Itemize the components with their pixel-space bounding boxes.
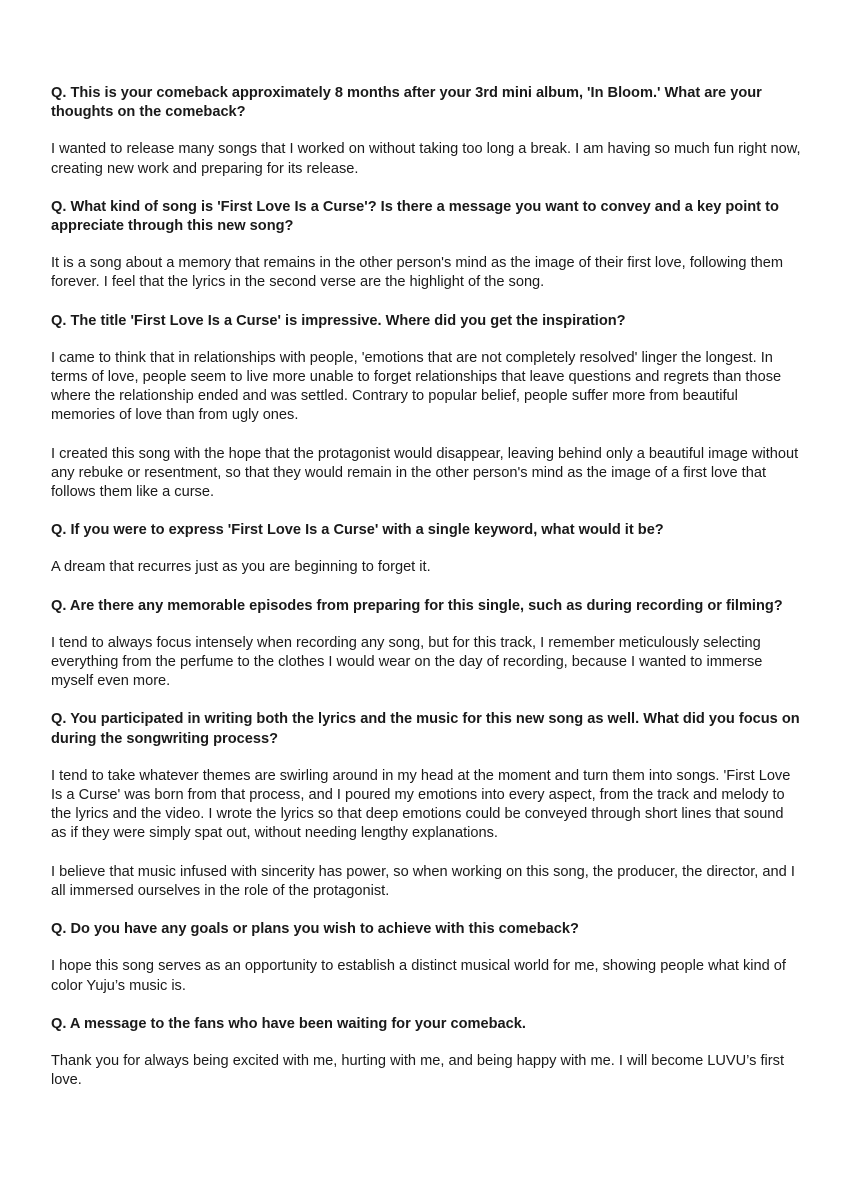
question-5: Q. Are there any memorable episodes from preparing for this single, such as during recording or filming? bbox=[51, 597, 783, 614]
answer-7: I hope this song serves as an opportunity to establish a distinct musical world for me, showing people what kind of color Yuju’s music is. bbox=[51, 958, 786, 994]
answer-5: I tend to always focus intensely when recording any song, but for this track, I remember meticulously selecting everything from the perfume to the clothes I would wear on the day of recording, because I wanted to immerse myself even more. bbox=[51, 634, 763, 690]
question-3: Q. The title 'First Love Is a Curse' is impressive. Where did you get the inspiration? bbox=[51, 312, 626, 329]
answer-6-paragraph-1: I tend to take whatever themes are swirling around in my head at the moment and turn them into songs. 'First Love Is a Curse' was born from that process, and I poured my emotions into every aspect, from the track and melody to the lyrics and the video. I wrote the lyrics so that deep emotions could be conveyed through short lines that sound as if they were simply spat out, without needing lengthy explanations. bbox=[51, 767, 791, 842]
interview-document bbox=[51, 84, 801, 1109]
answer-4: A dream that recurres just as you are beginning to forget it. bbox=[51, 559, 431, 576]
question-8: Q. A message to the fans who have been waiting for your comeback. bbox=[51, 1015, 526, 1032]
question-6: Q. You participated in writing both the lyrics and the music for this new song as well. What did you focus on during the songwriting process? bbox=[51, 711, 800, 747]
question-2: Q. What kind of song is 'First Love Is a Curse'? Is there a message you want to convey and a key point to appreciate through this new song? bbox=[51, 198, 779, 235]
answer-1: I wanted to release many songs that I worked on without taking too long a break. I am having so much fun right now, creating new work and preparing for its release. bbox=[51, 141, 801, 177]
answer-3-paragraph-1: I came to think that in relationships with people, 'emotions that are not completely resolved' linger the longest. In terms of love, people seem to live more unable to forget relationships that leave questions and regrets than those where the relationship ended and was settled. Contrary to popular belief, people suffer more from beautiful memories of love than from ugly ones. bbox=[51, 349, 782, 424]
answer-6-paragraph-2: I believe that music infused with sincerity has power, so when working on this song, the producer, the director, and I all immersed ourselves in the role of the protagonist. bbox=[51, 863, 795, 899]
question-1: Q. This is your comeback approximately 8 months after your 3rd mini album, 'In Bloom.' What are your thoughts on the comeback? bbox=[51, 85, 762, 121]
answer-3-paragraph-2: I created this song with the hope that the protagonist would disappear, leaving behind only a beautiful image without any rebuke or resentment, so that they would remain in the other person's mind as the image of a first love that follows them like a curse. bbox=[51, 445, 799, 501]
question-4: Q. If you were to express 'First Love Is a Curse' with a single keyword, what would it be? bbox=[51, 522, 664, 539]
question-7: Q. Do you have any goals or plans you wish to achieve with this comeback? bbox=[51, 921, 579, 938]
answer-2: It is a song about a memory that remains in the other person's mind as the image of their first love, following them forever. I feel that the lyrics in the second verse are the highlight of the song. bbox=[51, 255, 784, 291]
answer-8: Thank you for always being excited with me, hurting with me, and being happy with me. I will become LUVU’s first love. bbox=[51, 1052, 785, 1089]
